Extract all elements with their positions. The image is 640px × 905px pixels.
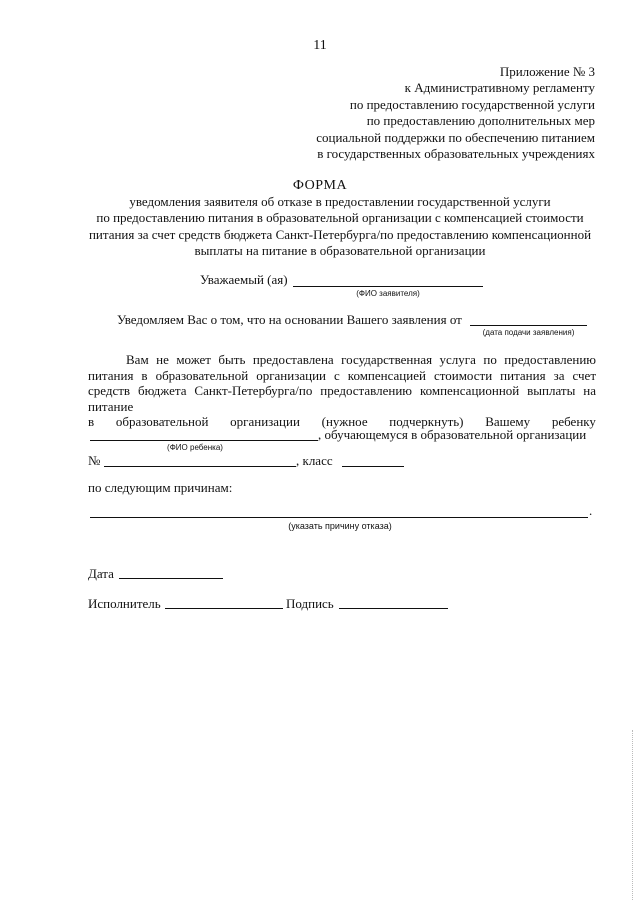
child-name-line[interactable] bbox=[90, 440, 318, 441]
subtitle-line: по предоставлению питания в образовательной организации с компенсацией стоимости bbox=[96, 210, 584, 226]
reason-line[interactable] bbox=[90, 517, 588, 518]
appendix-line: по предоставлению дополнительных мер bbox=[366, 113, 595, 129]
applicant-name-caption: (ФИО заявителя) bbox=[356, 289, 420, 298]
application-date-line[interactable] bbox=[470, 325, 587, 326]
school-number-line[interactable] bbox=[104, 466, 296, 467]
signature-line[interactable] bbox=[339, 608, 448, 609]
body-word: подчеркнуть) bbox=[389, 414, 464, 429]
subtitle-line: питания за счет средств бюджета Санкт-Петербурга/по предоставлению компенсационной bbox=[88, 226, 592, 242]
body-word: ребенку bbox=[551, 414, 596, 429]
body-line: Вам не может быть предоставлена государственная услуга по предоставлению bbox=[126, 352, 596, 367]
date-label: Дата bbox=[88, 566, 114, 581]
reason-end-period: . bbox=[589, 503, 593, 518]
class-label: , класс bbox=[296, 453, 333, 468]
body-word: в bbox=[88, 414, 95, 429]
appendix-line: Приложение № 3 bbox=[499, 64, 595, 79]
notify-text: Уведомляем Вас о том, что на основании Вашего заявления от bbox=[117, 312, 462, 327]
executor-label: Исполнитель bbox=[88, 596, 161, 611]
subtitle-line: выплаты на питание в образовательной организации bbox=[194, 242, 486, 258]
body-word: образовательной bbox=[115, 414, 209, 429]
body-line: питания в образовательной организации с компенсацией стоимости питания за счет bbox=[88, 367, 596, 383]
appendix-line: в государственных образовательных учреждениях bbox=[317, 146, 595, 162]
form-subtitle bbox=[80, 194, 600, 259]
date-line[interactable] bbox=[119, 578, 223, 579]
number-label: № bbox=[88, 453, 101, 468]
application-date-caption: (дата подачи заявления) bbox=[482, 328, 575, 337]
body-line: питание bbox=[88, 398, 134, 414]
child-suffix: , обучающемуся в образовательной организации bbox=[318, 427, 587, 442]
body-word: (нужное bbox=[321, 414, 368, 429]
page-number: 11 bbox=[313, 38, 327, 53]
greeting-label: Уважаемый (ая) bbox=[200, 272, 288, 287]
child-name-caption: (ФИО ребенка) bbox=[167, 443, 223, 452]
reason-caption: (указать причину отказа) bbox=[288, 521, 392, 531]
scan-edge-mark bbox=[632, 730, 634, 900]
executor-line[interactable] bbox=[165, 608, 283, 609]
appendix-line: к Административному регламенту bbox=[404, 80, 595, 96]
class-line[interactable] bbox=[342, 466, 404, 467]
body-line: средств бюджета Санкт-Петербурга/по предоставлению компенсационной выплаты на bbox=[88, 383, 596, 398]
applicant-name-line[interactable] bbox=[293, 286, 483, 287]
reasons-label: по следующим причинам: bbox=[88, 480, 233, 495]
appendix-line: социальной поддержки по обеспечению питанием bbox=[316, 129, 595, 145]
appendix-header bbox=[255, 64, 595, 162]
body-word: Вашему bbox=[485, 414, 531, 429]
body-paragraph bbox=[88, 352, 596, 414]
signature-label: Подпись bbox=[286, 596, 334, 611]
appendix-line: по предоставлению государственной услуги bbox=[349, 96, 595, 112]
body-word: организации bbox=[230, 414, 300, 429]
form-title: ФОРМА bbox=[292, 178, 348, 193]
subtitle-line: уведомления заявителя об отказе в предоставлении государственной услуги bbox=[129, 194, 551, 209]
